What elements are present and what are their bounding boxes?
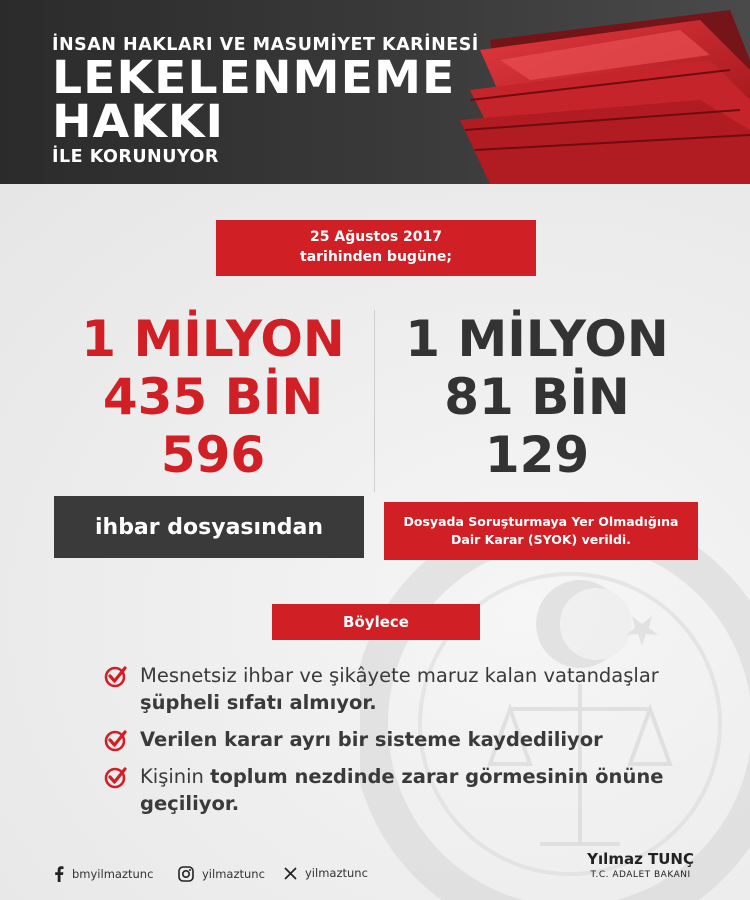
bullet-text-plain: Kişinin (140, 765, 211, 788)
list-item (104, 662, 664, 716)
header-text (52, 34, 479, 168)
syok-label (384, 502, 698, 560)
x-handle: yilmaztunc (305, 866, 368, 880)
right-stat-line1: 1 MİLYON (405, 310, 669, 368)
footer (0, 850, 750, 900)
complaint-files-label: ihbar dosyasından (54, 496, 364, 558)
instagram-handle: yilmaztunc (202, 867, 265, 881)
main-content (0, 184, 750, 900)
header-subtitle: İNSAN HAKLARI VE MASUMİYET KARİNESİ (52, 35, 479, 55)
facebook-icon (54, 866, 64, 882)
right-stat-line2: 81 BİN (444, 368, 630, 426)
list-item (104, 763, 664, 817)
facebook-handle: bmyilmaztunc (72, 867, 154, 881)
complaint-files-count (48, 310, 378, 484)
bullet-text-bold: Verilen karar ayrı bir sisteme kaydediliyor (140, 728, 603, 751)
date-line1: 25 Ağustos 2017 (310, 229, 442, 245)
left-stat-line1: 1 MİLYON (81, 310, 345, 368)
right-stat-line3: 129 (484, 426, 590, 484)
signature-name: Yılmaz TUNÇ (587, 850, 694, 868)
left-stat-line3: 596 (160, 426, 266, 484)
bullet-text-bold: toplum nezdinde zarar görmesinin önüne geçiliyor. (140, 765, 664, 815)
instagram-link[interactable] (178, 866, 265, 882)
x-link[interactable] (284, 866, 368, 880)
x-icon (284, 867, 297, 880)
signature-title: T.C. ADALET BAKANI (590, 870, 691, 880)
header-banner (0, 0, 750, 184)
header-title-line2: HAKKI (52, 95, 225, 148)
signature-block (587, 850, 694, 880)
check-icon (104, 765, 128, 789)
header-title-line1: LEKELENMEME (52, 51, 456, 104)
bullet-list (104, 662, 664, 827)
instagram-icon (178, 866, 194, 882)
check-icon (104, 728, 128, 752)
bullet-text-plain: Mesnetsiz ihbar ve şikâyete maruz kalan vatandaşlar (140, 664, 659, 687)
syok-label-line1: Dosyada Soruşturmaya Yer Olmadığına (403, 514, 679, 529)
list-item (104, 726, 664, 753)
date-line2: tarihinden bugüne; (300, 249, 452, 265)
left-stat-line2: 435 BİN (102, 368, 324, 426)
header-bottom: İLE KORUNUYOR (52, 147, 219, 167)
syok-label-line2: Dair Karar (SYOK) verildi. (451, 532, 631, 547)
bullet-text-bold: şüpheli sıfatı almıyor. (140, 691, 377, 714)
check-icon (104, 664, 128, 688)
facebook-link[interactable] (54, 866, 153, 882)
boylece-heading: Böylece (272, 604, 480, 640)
syok-decisions-count (372, 310, 702, 484)
date-box (216, 220, 536, 276)
